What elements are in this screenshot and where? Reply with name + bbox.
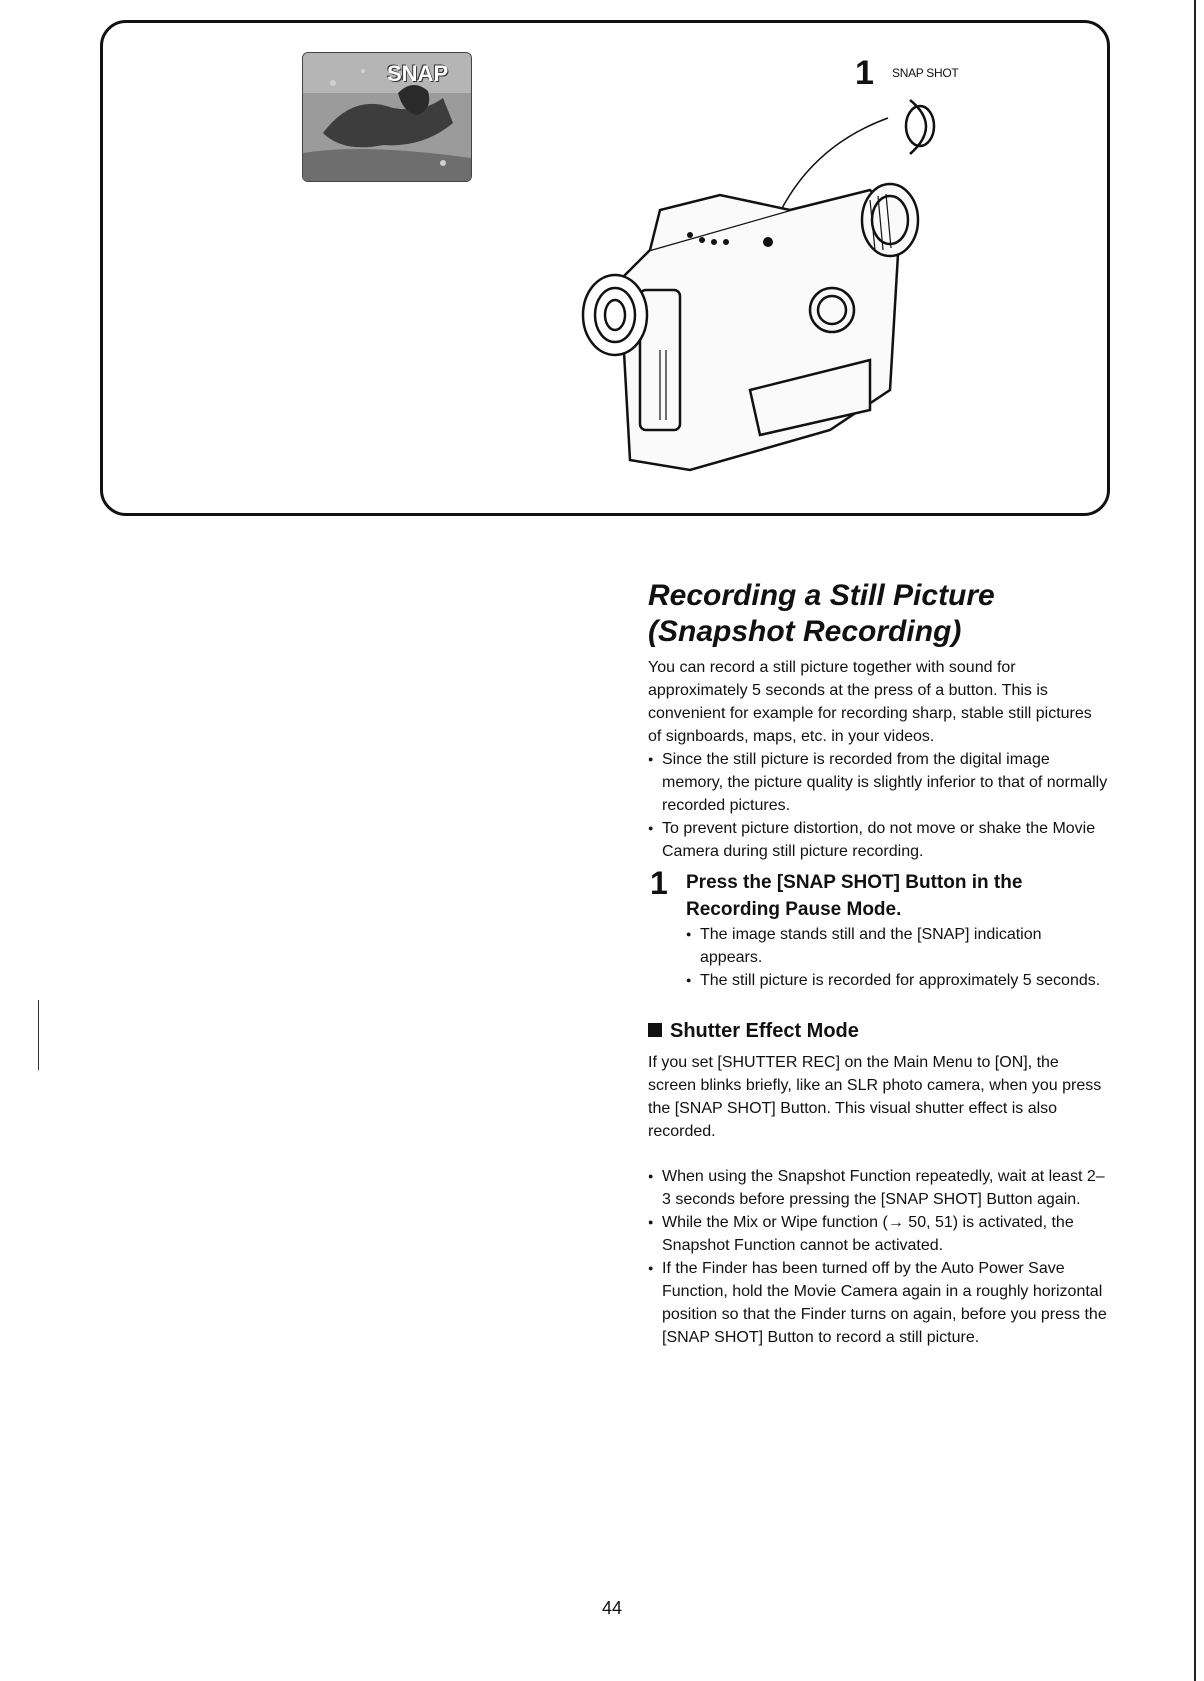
callout-snap-shot-label: SNAP SHOT [892,66,959,80]
shutter-effect-heading-text: Shutter Effect Mode [670,1020,859,1042]
main-content [648,578,1108,1349]
page-edge-line [1194,0,1196,1681]
step-heading: Press the [SNAP SHOT] Button in the Recording Pause Mode. [686,872,1023,920]
snap-indicator-label: SNAP [387,61,449,86]
title-line-2: (Snapshot Recording) [648,615,962,648]
intro-bullet: ● Since the still picture is recorded from the digital image memory, the picture quality is slightly inferior to that of normally recorded pictures. [648,748,1108,817]
square-bullet-icon [648,1023,662,1037]
margin-mark [38,1000,39,1070]
notes-list [648,1165,1108,1349]
snap-shot-button-icon [906,100,934,154]
step-bullet: ● The still picture is recorded for approximately 5 seconds. [686,969,1108,992]
step-number: 1 [650,865,668,901]
note-item: ● When using the Snapshot Function repeatedly, wait at least 2–3 seconds before pressing the [SNAP SHOT] Button again. [648,1165,1108,1211]
camcorder-illustration [570,90,970,510]
step-1 [648,865,1108,992]
intro-paragraph: You can record a still picture together with sound for approximately 5 seconds at the press of a button. This is convenient for example for recording sharp, stable still pictures of signboards, maps, etc. in your videos. [648,659,1092,745]
callout-step-number: 1 [855,54,874,92]
shutter-effect-heading [648,1018,1108,1045]
title-line-1: Recording a Still Picture [648,579,995,612]
intro-bullet: ● To prevent picture distortion, do not move or shake the Movie Camera during still picture recording. [648,817,1108,863]
shutter-effect-paragraph: If you set [SHUTTER REC] on the Main Menu to [ON], the screen blinks briefly, like an SLR photo camera, when you press the [SNAP SHOT] Button. This visual shutter effect is also recorded. [648,1054,1102,1140]
page-number: 44 [602,1598,623,1618]
note-item: ● While the Mix or Wipe function (→ 50, 51) is activated, the Snapshot Function cannot be activated. [648,1211,1108,1257]
note-item: ● If the Finder has been turned off by the Auto Power Save Function, hold the Movie Camera again in a roughly horizontal position so that the Finder turns on again, before you press the [SNAP SHOT] Button to record a still picture. [648,1257,1108,1349]
step-bullet: ● The image stands still and the [SNAP] indication appears. [686,923,1108,969]
snap-preview-image [302,52,472,182]
page-title [648,578,1108,650]
